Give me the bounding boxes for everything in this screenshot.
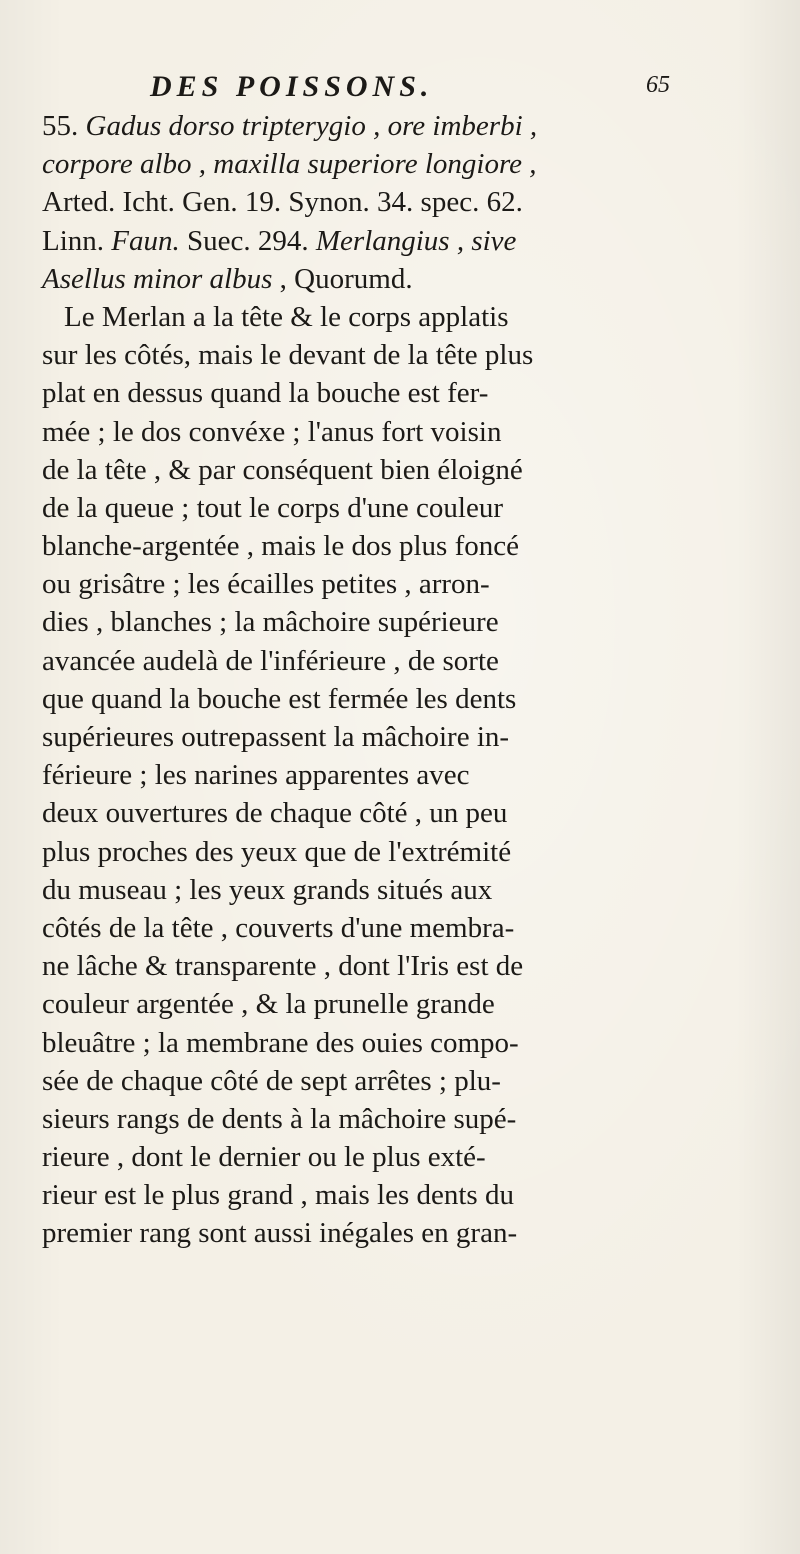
linn-ref: Linn. [42,224,112,257]
running-head-title: DES POISSONS. [150,70,434,103]
paragraph-line: sur les côtés, mais le devant de la tête plus [42,339,534,372]
paragraph-line: de la tête , & par conséquent bien éloigné [42,453,523,486]
paragraph-line: plat en dessus quand la bouche est fer- [42,377,489,410]
latin-diagnosis: Gadus dorso tripterygio , ore imberbi , [85,110,538,142]
paragraph-line: blanche-argentée , mais le dos plus foncé [42,530,519,563]
paragraph-line: avancée audelà de l'inférieure , de sorte [42,644,499,677]
paragraph-line: mée ; le dos convéxe ; l'anus fort voisin [42,415,502,448]
citation-line-5 [42,260,782,298]
running-head [150,70,670,110]
paragraph-line: rieure , dont le dernier ou le plus exté- [42,1141,486,1174]
citation-line-4 [42,222,782,260]
paragraph-line: Le Merlan a la tête & le corps applatis [64,300,509,333]
paragraph-line: de la queue ; tout le corps d'une couleur [42,491,504,524]
suec-ref: Suec. 294. [179,224,316,257]
paragraph-line: bleuâtre ; la membrane des ouies compo- [42,1026,519,1059]
paragraph-line: férieure ; les narines apparentes avec [42,759,470,792]
paragraph-line: côtés de la tête , couverts d'une membra- [42,911,515,944]
asellus-name: Asellus minor albus [42,262,273,295]
paragraph-line: ne lâche & transparente , dont l'Iris est de [42,950,524,983]
paragraph-line: sée de chaque côté de sept arrêtes ; plu- [42,1064,501,1097]
paragraph-line: couleur argentée , & la prunelle grande [42,988,495,1021]
quorumd-ref: , Quorumd. [272,262,413,295]
entry-number: 55. [42,110,86,142]
faun-ref: Faun. [111,224,180,257]
text-block [42,107,782,1253]
paragraph-line: deux ouvertures de chaque côté , un peu [42,797,508,830]
paragraph-line: dies , blanches ; la mâchoire supérieure [42,606,499,639]
citation-line-1 [42,107,782,145]
paragraph-line: plus proches des yeux que de l'extrémité [42,835,512,868]
citation-line-2: corpore albo , maxilla superiore longiore , [42,148,537,181]
paragraph-line: supérieures outrepassent la mâchoire in- [42,721,510,753]
paragraph-line: rieur est le plus grand , mais les dents du [42,1179,514,1212]
paragraph-line: sieurs rangs de dents à la mâchoire supé- [42,1102,517,1135]
citation-line-3: Arted. Icht. Gen. 19. Synon. 34. spec. 62. [42,186,523,219]
paragraph-line: ou grisâtre ; les écailles petites , arron- [42,568,490,601]
paragraph-line: que quand la bouche est fermée les dents [42,682,517,715]
paragraph-line: du museau ; les yeux grands situés aux [42,873,493,906]
merlangius-name: Merlangius , sive [315,224,517,257]
paragraph-line: premier rang sont aussi inégales en gran- [42,1217,518,1250]
page-number: 65 [646,72,670,98]
